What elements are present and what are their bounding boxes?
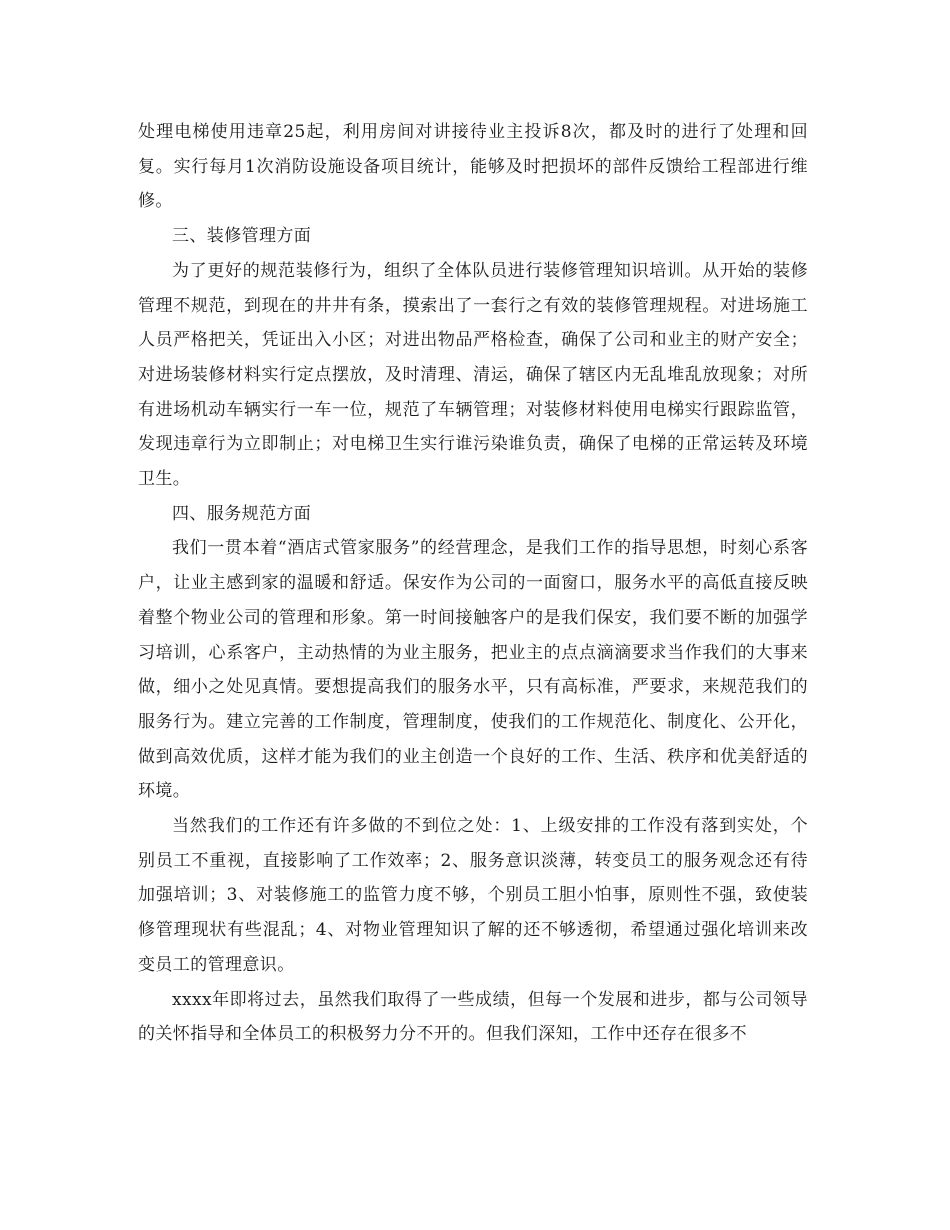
paragraph-elevator-fire-safety: 处理电梯使用违章25起，利用房间对讲接待业主投诉8次，都及时的进行了处理和回复。实行每月1次消防设施设备项目统计，能够及时把损坏的部件反馈给工程部进行维修。: [138, 122, 808, 212]
paragraph-year-summary: xxxx年即将过去，虽然我们取得了一些成绩，但每一个发展和进步，都与公司领导的关怀指导和全体员工的积极努力分不开的。但我们深知，工作中还存在很多不: [138, 989, 808, 1045]
section-heading-service-standards: 四、服务规范方面: [172, 503, 312, 524]
section-heading-renovation-management: 三、装修管理方面: [172, 226, 312, 247]
paragraph-renovation-management: 为了更好的规范装修行为，组织了全体队员进行装修管理知识培训。从开始的装修管理不规范，到现在的井井有条，摸索出了一套行之有效的装修管理规程。对进场施工人员严格把关，凭证出入小区；对进出物品严格检查，确保了公司和业主的财产安全；对进场装修材料实行定点摆放，及时清理、清运，确保了辖区内无乱堆乱放现象；对所有进场机动车辆实行一车一位，规范了车辆管理；对装修材料使用电梯实行跟踪监管，发现违章行为立即制止；对电梯卫生实行谁污染谁负责，确保了电梯的正常运转及环境卫生。: [138, 260, 808, 490]
paragraph-shortcomings: 当然我们的工作还有许多做的不到位之处：1、上级安排的工作没有落到实处，个别员工不重视，直接影响了工作效率；2、服务意识淡薄，转变员工的服务观念还有待加强培训；3、对装修施工的监管力度不够，个别员工胆小怕事，原则性不强，致使装修管理现状有些混乱；4、对物业管理知识了解的还不够透彻，希望通过强化培训来改变员工的管理意识。: [138, 816, 808, 975]
paragraph-service-standards: 我们一贯本着“酒店式管家服务”的经营理念，是我们工作的指导思想，时刻心系客户，让业主感到家的温暖和舒适。保安作为公司的一面窗口，服务水平的高低直接反映着整个物业公司的管理和形象。第一时间接触客户的是我们保安，我们要不断的加强学习培训，心系客户，主动热情的为业主服务，把业主的点点滴滴要求当作我们的大事来做，细小之处见真情。要想提高我们的服务水平，只有高标准，严要求，来规范我们的服务行为。建立完善的工作制度，管理制度，使我们的工作规范化、制度化、公开化，做到高效优质，这样才能为我们的业主创造一个良好的工作、生活、秩序和优美舒适的环境。: [138, 538, 808, 802]
document-body: [138, 115, 808, 1052]
